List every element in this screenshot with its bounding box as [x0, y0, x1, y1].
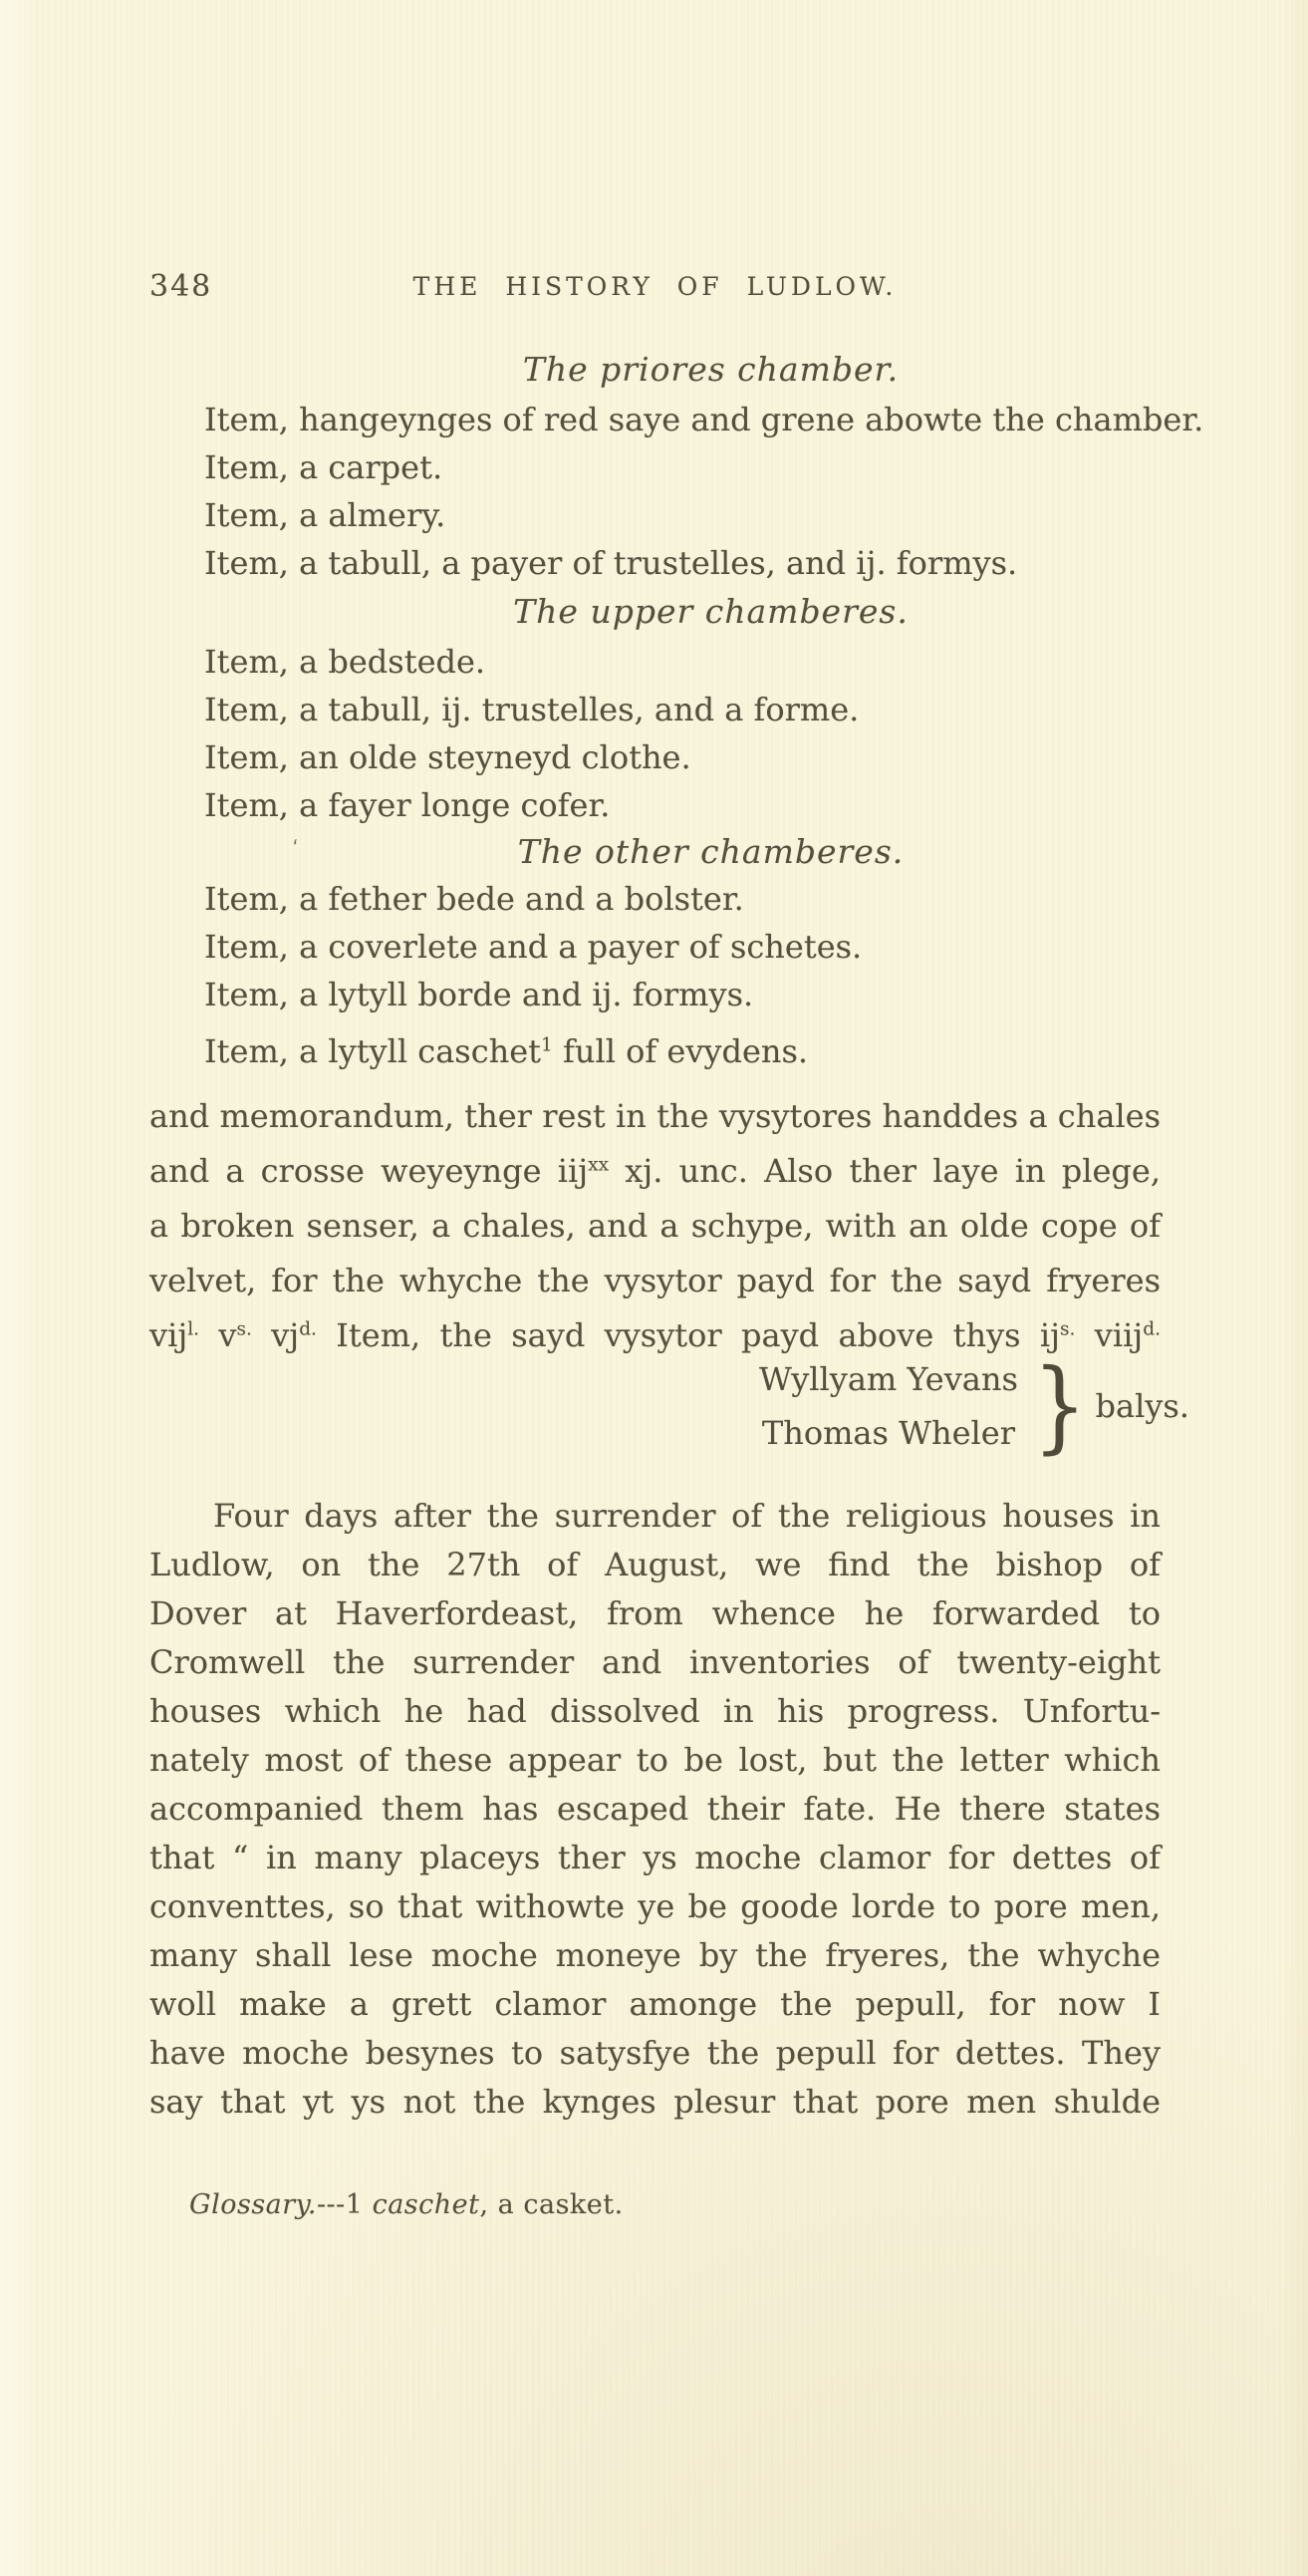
inventory-list-priores — [204, 396, 1204, 587]
section-heading-other-chamberes: The other chamberes. — [517, 832, 905, 871]
paragraph-line: have moche besynes to satysfye the pepull for dettes. They — [149, 2034, 1161, 2072]
footnote-term: caschet — [372, 2189, 480, 2220]
signature-role: balys. — [1095, 1387, 1189, 1425]
inventory-list-other — [204, 875, 1190, 1018]
paragraph-line: Cromwell the surrender and inventories of twenty-eight — [149, 1643, 1161, 1681]
signatory-name: Wyllyam Yevans — [759, 1360, 1018, 1398]
inventory-item: Item, a almery. — [204, 496, 446, 534]
inventory-item: Item, a tabull, a payer of trustelles, and ij. formys. — [204, 544, 1018, 582]
paragraph-line: woll make a grett clamor amonge the pepull, for now I — [149, 1985, 1161, 2023]
paragraph-line: many shall lese moche moneye by the fryeres, the whyche — [149, 1936, 1161, 1974]
signatory-name: Thomas Wheler — [761, 1414, 1015, 1452]
paragraph-line: say that yt ys not the kynges plesur that pore men shulde — [149, 2083, 1161, 2121]
paragraph-line: nately most of these appear to be lost, but the letter which — [149, 1741, 1161, 1779]
inventory-item: Item, a coverlete and a payer of schetes. — [204, 928, 863, 966]
running-title: THE HISTORY OF LUDLOW. — [412, 272, 898, 301]
brace-glyph: } — [1032, 1347, 1087, 1464]
memorandum-line: a broken senser, a chales, and a schype, with an olde cope of — [149, 1207, 1161, 1245]
inventory-item: Item, a fether bede and a bolster. — [204, 880, 744, 918]
main-paragraph — [149, 1492, 1161, 2127]
signatory-names — [759, 1352, 1018, 1460]
paragraph-line: accompanied them has escaped their fate. He there states — [149, 1790, 1161, 1828]
memorandum-line: and memorandum, ther rest in the vysytores handdes a chales — [149, 1097, 1161, 1135]
paragraph-line: conventtes, so that withowte ye be goode lorde to pore men, — [149, 1887, 1161, 1925]
inventory-item: Item, a lytyll borde and ij. formys. — [204, 976, 754, 1013]
page-header — [149, 269, 1161, 309]
paragraph-line: that “ in many placeys ther ys moche clamor for dettes of — [149, 1839, 1161, 1876]
footnote-label: Glossary. — [189, 2189, 317, 2220]
page-number: 348 — [149, 269, 213, 304]
section-heading-upper-chamberes: The upper chamberes. — [513, 592, 909, 631]
inventory-item: Item, an olde steyneyd clothe. — [204, 738, 691, 776]
memorandum-line: velvet, for the whyche the vysytor payd for the sayd fryeres — [149, 1262, 1161, 1299]
signature-block — [759, 1347, 1189, 1464]
inventory-list-upper — [204, 638, 1190, 829]
inventory-item: Item, a bedstede. — [204, 643, 486, 681]
footnote-dash: ---1 — [316, 2189, 373, 2220]
section-heading-priores-chamber: The priores chamber. — [522, 350, 900, 389]
footnote-definition: , a casket. — [479, 2189, 624, 2220]
paragraph-line: Four days after the surrender of the religious houses in — [213, 1497, 1161, 1535]
inventory-item-caschet: Item, a lytyll caschet$^1$ full of evydens. — [204, 1032, 809, 1070]
memorandum-paragraph — [149, 1089, 1161, 1363]
glossary-footnote — [189, 2188, 624, 2222]
inventory-item: Item, hangeynges of red saye and grene abowte the chamber. — [204, 401, 1204, 438]
paragraph-line: Dover at Haverfordeast, from whence he forwarded to — [149, 1594, 1161, 1632]
inventory-item: Item, a carpet. — [204, 448, 443, 486]
inventory-item: Item, a tabull, ij. trustelles, and a forme. — [204, 691, 860, 728]
ink-speck: ‘ — [290, 834, 302, 860]
paragraph-line: Ludlow, on the 27th of August, we find the bishop of — [149, 1546, 1161, 1583]
memorandum-line: vij$^{l.}$ $v^{s.}$ $vj^{d.}$ Item, the sayd vysytor payd above thys $ij^{s.}$ viij$^{d.}$ — [149, 1316, 1162, 1354]
memorandum-line: and a crosse weyeynge iij$^{xx}$ xj. unc. Also ther laye in plege, — [149, 1152, 1162, 1190]
inventory-item: Item, a fayer longe cofer. — [204, 786, 611, 824]
paragraph-line: houses which he had dissolved in his progress. Unfortu- — [149, 1692, 1161, 1730]
